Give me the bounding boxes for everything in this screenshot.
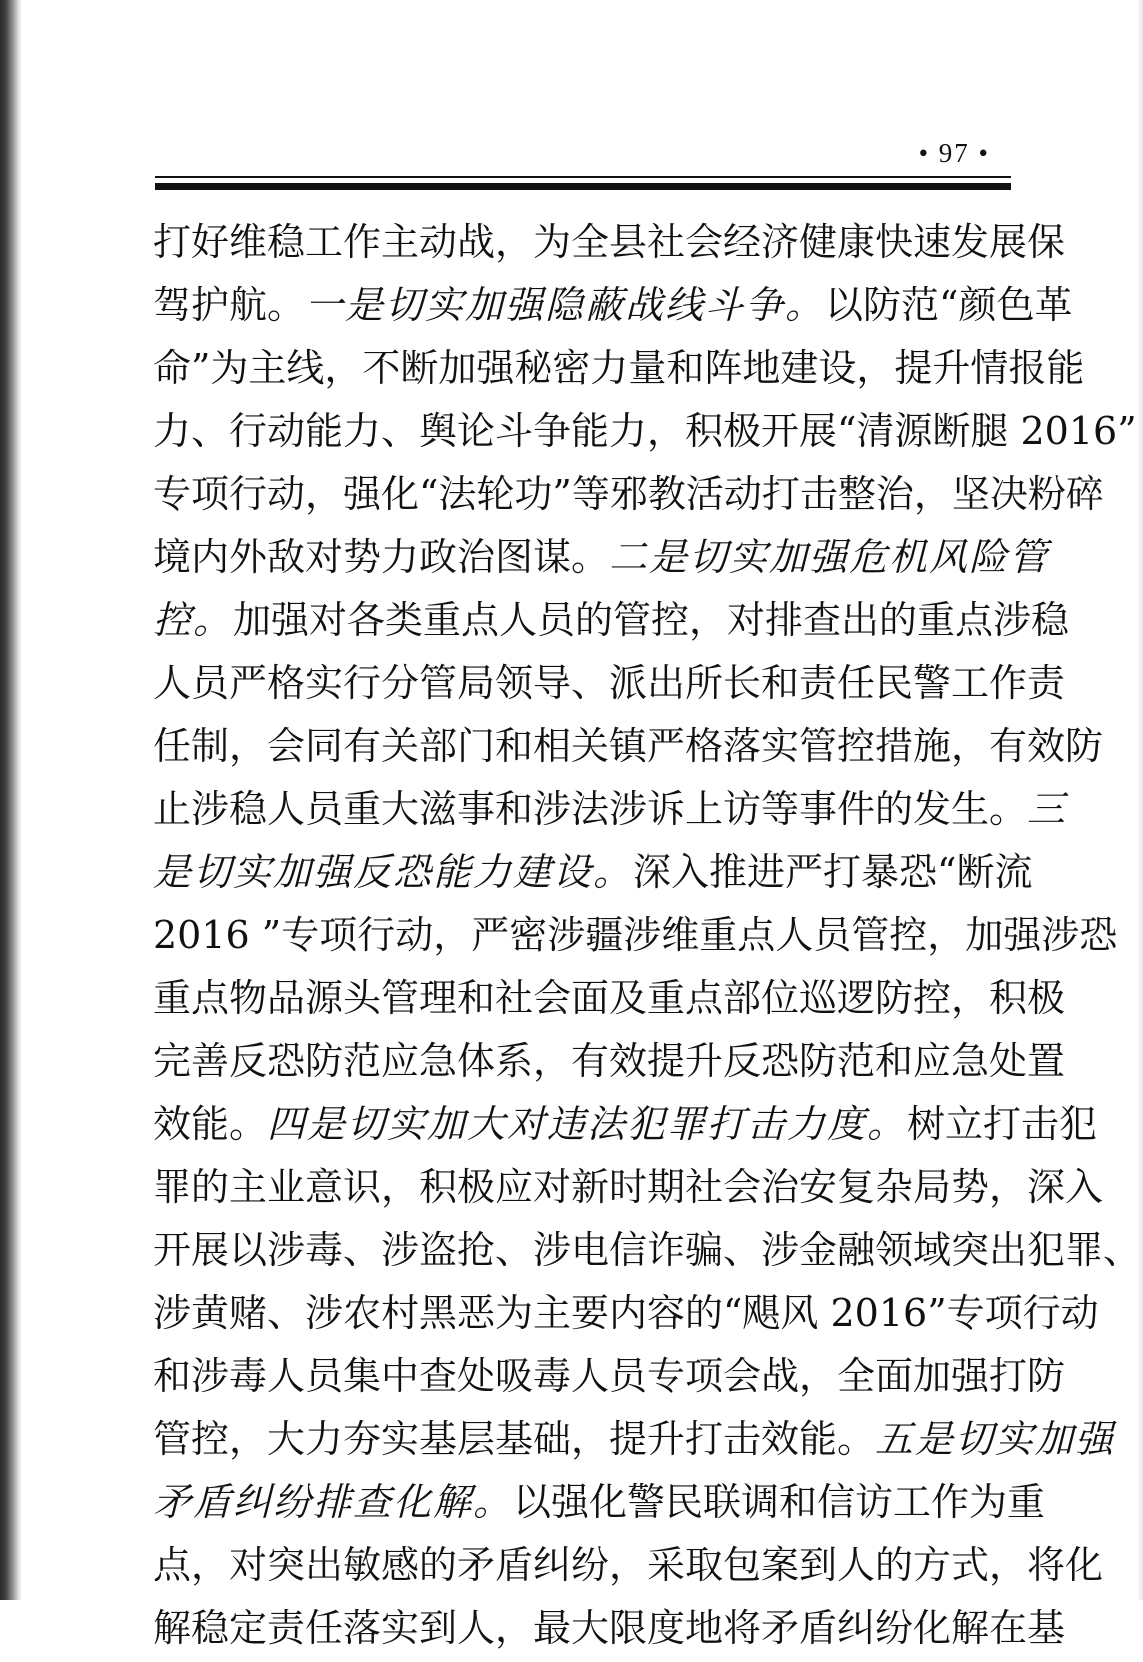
text-line [153,1158,1104,1221]
text-segment: 开展以涉毒、涉盗抢、涉电信诈骗、涉金融领域突出犯罪、 [153,1228,1142,1272]
emphasis-heading: 五是切实加强 [875,1417,1116,1461]
text-line [153,591,1070,654]
text-segment: 和涉毒人员集中查处吸毒人员专项会战，全面加强打防 [153,1354,1066,1398]
text-line [153,339,1085,402]
text-line [153,843,1033,906]
text-segment: 完善反恐防范应急体系，有效提升反恐防范和应急处置 [153,1039,1066,1083]
text-segment: 命”为主线，不断加强秘密力量和阵地建设，提升情报能 [153,346,1085,390]
text-line [153,1410,1116,1473]
text-line [153,1032,1066,1095]
emphasis-heading: 是切实加强反恐能力建设。 [153,850,634,894]
text-segment: 专项行动，强化“法轮功”等邪教活动打击整治，坚决粉碎 [153,472,1104,516]
text-line [153,213,1066,276]
text-segment: 境内外敌对势力政治图谋。 [153,535,610,579]
text-segment: 任制，会同有关部门和相关镇严格落实管控措施，有效防 [153,724,1104,768]
emphasis-heading: 矛盾纠纷排查化解。 [153,1480,514,1524]
text-segment: 效能。 [153,1102,268,1146]
text-line [153,1599,1066,1662]
text-segment: 重点物品源头管理和社会面及重点部位巡逻防控，积极 [153,976,1066,1020]
page-number: • 97 • [918,138,990,168]
emphasis-heading: 四是切实加大对违法犯罪打击力度。 [267,1102,908,1146]
text-segment: 2016 ”专项行动，严密涉疆涉维重点人员管控，加强涉恐 [153,913,1118,957]
text-segment: 驾护航。 [153,283,306,327]
text-line [153,654,1066,717]
text-segment: 止涉稳人员重大滋事和涉法涉诉上访等事件的发生。 [153,787,1028,831]
emphasis-heading: 一是切实加强隐蔽战线斗争。 [305,283,826,327]
text-line [153,906,1118,969]
text-line [153,465,1104,528]
text-segment: 解稳定责任落实到人，最大限度地将矛盾纠纷化解在基 [153,1606,1066,1650]
text-line [153,780,1068,843]
text-segment: 树立打击犯 [907,1102,1098,1146]
text-line [153,528,1050,591]
text-segment: 点，对突出敏感的矛盾纠纷，采取包案到人的方式，将化 [153,1543,1104,1587]
text-segment: 罪的主业意识，积极应对新时期社会治安复杂局势，深入 [153,1165,1104,1209]
emphasis-heading: 三 [1027,787,1068,831]
text-line [153,1284,1099,1347]
text-line [153,1347,1066,1410]
emphasis-heading: 二是切实加强危机风险管 [609,535,1050,579]
text-line [153,1221,1142,1284]
text-segment: 以防范“颜色革 [825,283,1073,327]
text-line [153,276,1073,339]
text-line [153,969,1066,1032]
text-segment: 深入推进严打暴恐“断流 [633,850,1033,894]
text-line [153,1473,1046,1536]
text-segment: 人员严格实行分管局领导、派出所长和责任民警工作责 [153,661,1066,705]
text-line [153,717,1104,780]
text-segment: 打好维稳工作主动战，为全县社会经济健康快速发展保 [153,220,1066,264]
text-line [153,1536,1104,1599]
text-segment: 涉黄赌、涉农村黑恶为主要内容的“飓风 2016”专项行动 [153,1291,1099,1335]
text-line [153,402,1137,465]
text-segment: 力、行动能力、舆论斗争能力，积极开展“清源断腿 2016” [153,409,1137,453]
body-text [153,213,1142,1662]
text-segment: 管控，大力夯实基层基础，提升打击效能。 [153,1417,876,1461]
header-rule-thick [155,183,1011,190]
text-line [153,1095,1098,1158]
header-rule-thin [155,176,1011,178]
text-segment: 加强对各类重点人员的管控，对排查出的重点涉稳 [233,598,1070,642]
emphasis-heading: 控。 [153,598,234,642]
text-segment: 以强化警民联调和信访工作为重 [513,1480,1046,1524]
